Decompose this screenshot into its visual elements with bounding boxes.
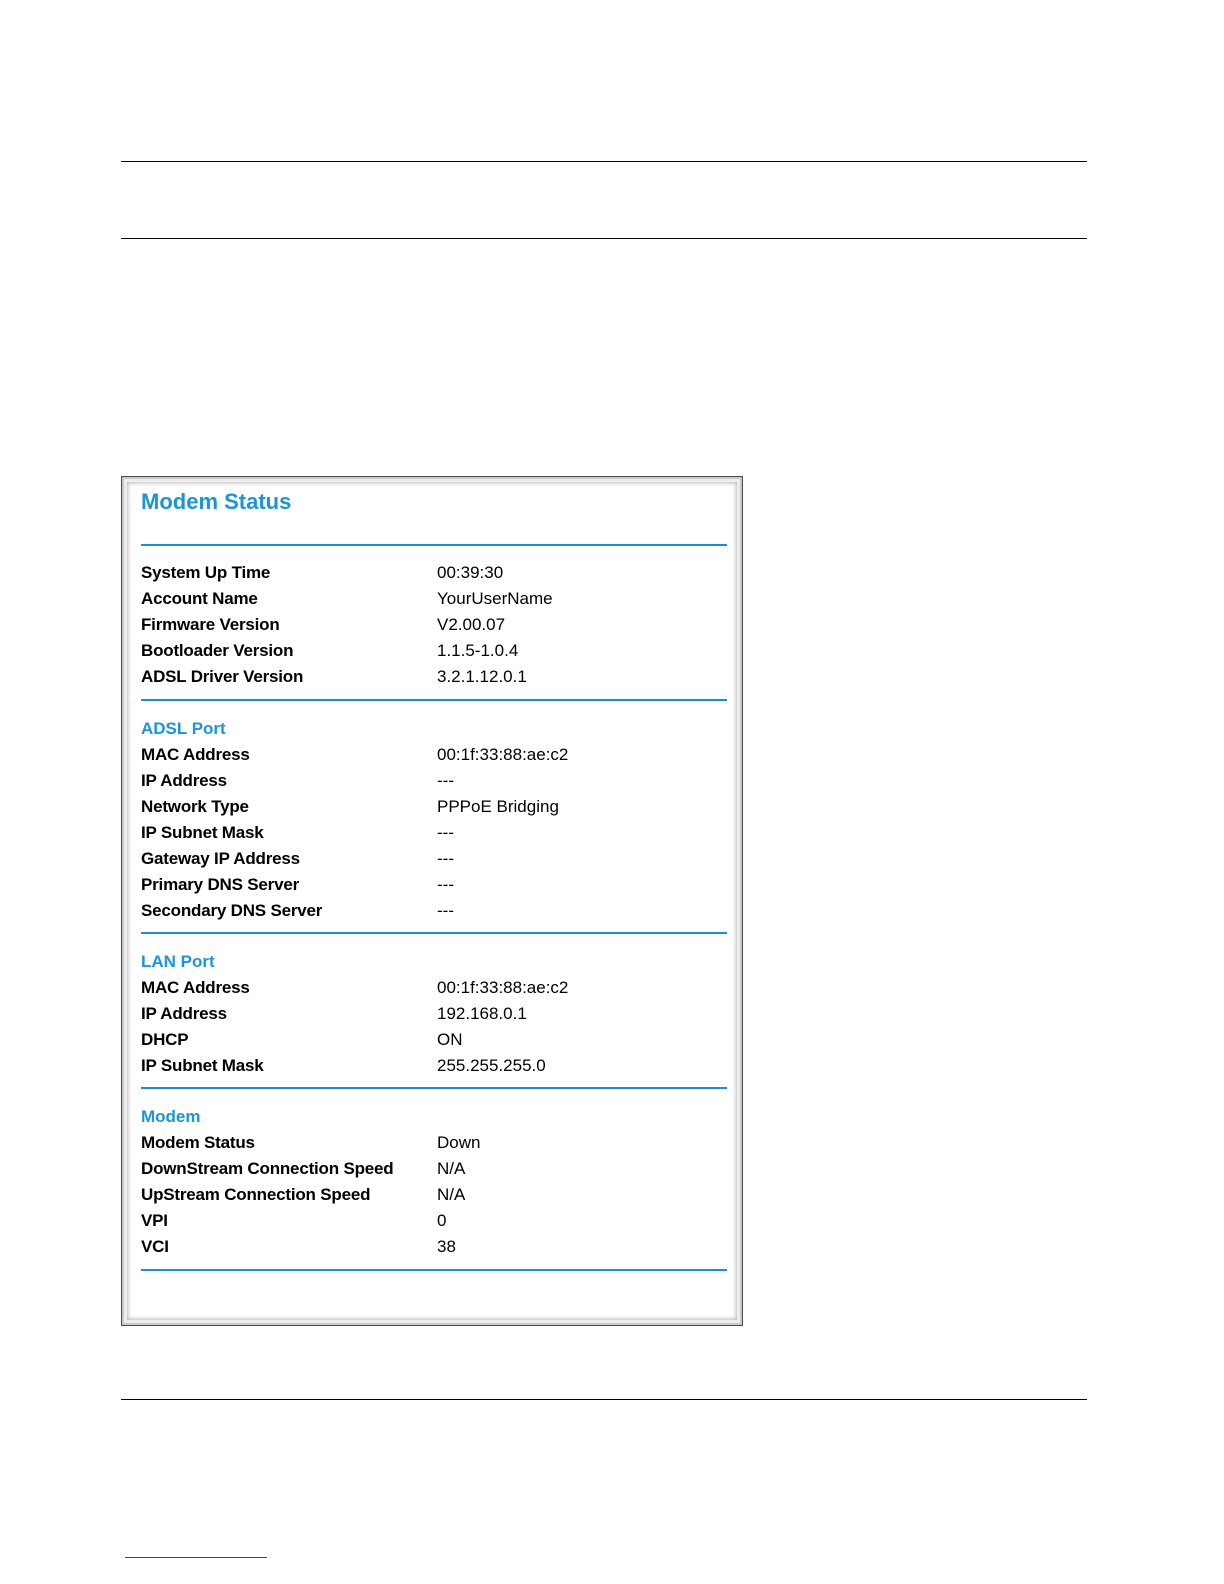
- row-label: Gateway IP Address: [141, 849, 300, 868]
- row-value: ---: [437, 771, 454, 790]
- row-value: ---: [437, 901, 454, 920]
- modem-row-upstream-speed: [141, 1182, 727, 1208]
- row-value: 192.168.0.1: [437, 1004, 527, 1023]
- row-label: VPI: [141, 1211, 168, 1230]
- row-value: 00:1f:33:88:ae:c2: [437, 745, 569, 764]
- row-label: Secondary DNS Server: [141, 901, 323, 920]
- row-value: N/A: [437, 1185, 466, 1204]
- divider: [141, 699, 727, 701]
- modem-row-downstream-speed: [141, 1156, 727, 1182]
- page-title: Modem Status: [141, 489, 292, 514]
- row-value: 1.1.5-1.0.4: [437, 641, 519, 660]
- row-value: 3.2.1.12.0.1: [437, 667, 527, 686]
- row-value: N/A: [437, 1159, 466, 1178]
- row-value: ON: [437, 1030, 463, 1049]
- section-heading-adsl-port: ADSL Port: [141, 719, 226, 738]
- divider: [141, 544, 727, 546]
- footer-rule: [121, 1399, 1087, 1400]
- adsl-row-gateway-ip-address: [141, 846, 727, 872]
- row-value: 00:39:30: [437, 563, 504, 582]
- row-label: Firmware Version: [141, 615, 280, 634]
- lan-row-mac-address: [141, 975, 727, 1001]
- row-label: DHCP: [141, 1030, 189, 1049]
- divider: [141, 1087, 727, 1089]
- row-label: Modem Status: [141, 1133, 255, 1152]
- adsl-row-network-type: [141, 794, 727, 820]
- row-label: Network Type: [141, 797, 249, 816]
- info-row-account-name: [141, 586, 727, 612]
- footnote-rule: [125, 1557, 267, 1558]
- row-label: Account Name: [141, 589, 258, 608]
- row-label: IP Subnet Mask: [141, 1056, 264, 1075]
- row-label: Primary DNS Server: [141, 875, 299, 894]
- header-rule-top: [121, 161, 1087, 162]
- modem-row-modem-status: [141, 1130, 727, 1156]
- lan-row-ip-subnet-mask: [141, 1053, 727, 1079]
- modem-row-vci: [141, 1234, 727, 1260]
- row-label: Bootloader Version: [141, 641, 294, 660]
- row-value: 255.255.255.0: [437, 1056, 546, 1075]
- row-value: ---: [437, 849, 454, 868]
- adsl-row-ip-address: [141, 768, 727, 794]
- section-heading-lan-port: LAN Port: [141, 952, 215, 971]
- row-label: DownStream Connection Speed: [141, 1159, 394, 1178]
- row-label: IP Address: [141, 771, 227, 790]
- section-heading-modem: Modem: [141, 1107, 201, 1126]
- row-label: ADSL Driver Version: [141, 667, 304, 686]
- modem-row-vpi: [141, 1208, 727, 1234]
- row-label: IP Subnet Mask: [141, 823, 264, 842]
- row-value: YourUserName: [437, 589, 553, 608]
- info-row-bootloader-version: [141, 638, 727, 664]
- row-value: 38: [437, 1237, 456, 1256]
- header-rule-bottom: [121, 238, 1087, 239]
- adsl-row-mac-address: [141, 742, 727, 768]
- modem-status-screenshot: [121, 476, 743, 1326]
- row-label: System Up Time: [141, 563, 271, 582]
- row-value: ---: [437, 823, 454, 842]
- info-row-firmware-version: [141, 612, 727, 638]
- row-label: UpStream Connection Speed: [141, 1185, 371, 1204]
- row-value: V2.00.07: [437, 615, 506, 634]
- info-row-system-up-time: [141, 560, 727, 586]
- row-label: IP Address: [141, 1004, 227, 1023]
- row-label: VCI: [141, 1237, 169, 1256]
- row-value: ---: [437, 875, 454, 894]
- divider: [141, 932, 727, 934]
- info-row-adsl-driver-version: [141, 664, 727, 690]
- row-value: Down: [437, 1133, 481, 1152]
- row-value: 0: [437, 1211, 447, 1230]
- adsl-row-primary-dns-server: [141, 872, 727, 898]
- row-label: MAC Address: [141, 978, 250, 997]
- row-label: MAC Address: [141, 745, 250, 764]
- divider: [141, 1269, 727, 1271]
- row-value: 00:1f:33:88:ae:c2: [437, 978, 569, 997]
- adsl-row-ip-subnet-mask: [141, 820, 727, 846]
- lan-row-dhcp: [141, 1027, 727, 1053]
- row-value: PPPoE Bridging: [437, 797, 559, 816]
- adsl-row-secondary-dns-server: [141, 898, 727, 924]
- lan-row-ip-address: [141, 1001, 727, 1027]
